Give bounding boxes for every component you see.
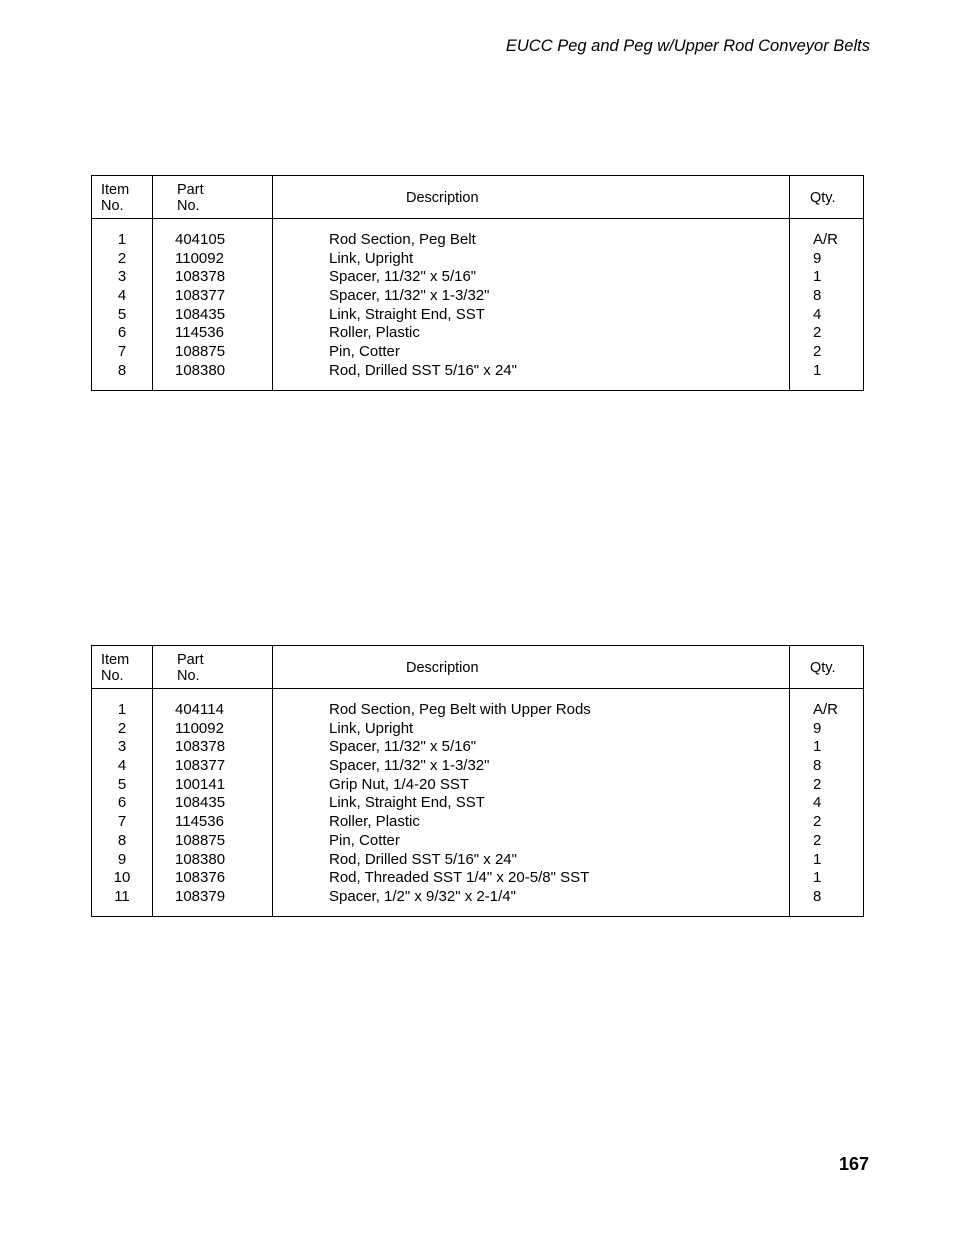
table-body	[92, 689, 863, 916]
qty-cell: 2	[813, 813, 822, 831]
table-header-row	[92, 646, 863, 689]
description-column	[273, 219, 790, 390]
description-cell: Spacer, 1/2" x 9/32" x 2-1/4"	[329, 887, 516, 905]
qty-column	[790, 219, 863, 390]
qty-cell: 9	[813, 249, 822, 267]
part-cell: 110092	[175, 719, 224, 737]
item-cell: 2	[117, 249, 127, 267]
item-cell: 7	[117, 343, 127, 361]
header-description: Description	[273, 646, 790, 688]
description-cell: Rod Section, Peg Belt	[329, 231, 476, 248]
part-cell: 100141	[175, 775, 226, 793]
part-cell: 110092	[175, 249, 224, 267]
description-cell: Pin, Cotter	[329, 343, 400, 361]
qty-cell: 2	[813, 343, 822, 361]
qty-cell: A/R	[813, 231, 839, 248]
item-column	[92, 219, 153, 390]
description-cell: Link, Straight End, SST	[329, 305, 485, 323]
item-cell: 4	[117, 287, 127, 305]
qty-cell: 2	[813, 831, 822, 849]
running-header: EUCC Peg and Peg w/Upper Rod Conveyor Belts	[505, 37, 870, 55]
description-cell: Spacer, 11/32" x 1-3/32"	[329, 757, 490, 775]
item-cell: 11	[114, 887, 130, 905]
qty-cell: 9	[813, 719, 822, 737]
description-cell: Roller, Plastic	[329, 324, 420, 342]
table-body	[92, 219, 863, 390]
qty-cell: 1	[813, 869, 822, 887]
parts-table-peg-belt-upper-rods	[91, 645, 864, 917]
header-qty: Qty.	[810, 190, 836, 206]
description-cell: Rod, Threaded SST 1/4" x 20-5/8" SST	[329, 869, 590, 887]
item-cell: 6	[117, 794, 127, 812]
part-cell: 108377	[175, 287, 226, 305]
qty-cell: 8	[813, 757, 822, 775]
header-item-no: Item No.	[92, 176, 153, 218]
part-cell: 108378	[175, 738, 226, 756]
description-cell: Spacer, 11/32" x 5/16"	[329, 738, 477, 756]
qty-cell: 4	[813, 305, 822, 323]
part-cell: 108378	[175, 268, 226, 286]
qty-cell: 2	[813, 324, 822, 342]
item-cell: 6	[117, 324, 127, 342]
item-cell: 3	[117, 268, 127, 286]
description-cell: Rod, Drilled SST 5/16" x 24"	[329, 361, 517, 379]
item-column	[92, 689, 153, 916]
header-description: Description	[273, 176, 790, 218]
header-part-no: Part No.	[153, 176, 273, 218]
part-column	[153, 219, 273, 390]
qty-cell: A/R	[813, 701, 839, 718]
page-number: 167	[838, 1154, 869, 1174]
item-cell: 5	[117, 775, 127, 793]
qty-cell: 4	[813, 794, 822, 812]
item-cell: 8	[117, 361, 127, 379]
description-cell: Pin, Cotter	[329, 831, 400, 849]
description-cell: Spacer, 11/32" x 5/16"	[329, 268, 477, 286]
description-cell: Link, Straight End, SST	[329, 794, 485, 812]
item-cell: 9	[117, 850, 127, 868]
item-cell: 3	[117, 738, 127, 756]
qty-cell: 1	[813, 361, 822, 379]
qty-cell: 1	[813, 268, 822, 286]
qty-cell: 8	[813, 887, 822, 905]
part-cell: 108376	[175, 869, 226, 887]
description-cell: Rod, Drilled SST 5/16" x 24"	[329, 850, 517, 868]
description-column	[273, 689, 790, 916]
part-cell: 114536	[175, 813, 224, 831]
item-cell: 1	[117, 231, 127, 248]
part-cell: 108379	[175, 887, 226, 905]
item-cell: 1	[117, 701, 127, 718]
part-cell: 108435	[175, 305, 226, 323]
parts-table-peg-belt	[91, 175, 864, 391]
description-cell: Grip Nut, 1/4-20 SST	[329, 775, 470, 793]
table-header-row	[92, 176, 863, 219]
description-cell: Spacer, 11/32" x 1-3/32"	[329, 287, 490, 305]
part-cell: 114536	[175, 324, 224, 342]
qty-cell: 8	[813, 287, 822, 305]
description-cell: Link, Upright	[329, 719, 414, 737]
header-qty: Qty.	[810, 660, 836, 676]
part-column	[153, 689, 273, 916]
description-cell: Rod Section, Peg Belt with Upper Rods	[329, 701, 591, 718]
item-cell: 8	[117, 831, 127, 849]
header-item-no: Item No.	[92, 646, 153, 688]
qty-column	[790, 689, 863, 916]
part-cell: 108380	[175, 850, 226, 868]
part-cell: 404114	[175, 701, 224, 718]
header-part-no: Part No.	[153, 646, 273, 688]
part-cell: 108377	[175, 757, 226, 775]
item-cell: 2	[117, 719, 127, 737]
qty-cell: 1	[813, 738, 822, 756]
description-cell: Link, Upright	[329, 249, 414, 267]
item-cell: 4	[117, 757, 127, 775]
item-cell: 7	[117, 813, 127, 831]
item-cell: 5	[117, 305, 127, 323]
description-cell: Roller, Plastic	[329, 813, 420, 831]
qty-cell: 1	[813, 850, 822, 868]
part-cell: 108435	[175, 794, 226, 812]
part-cell: 108875	[175, 831, 226, 849]
part-cell: 108380	[175, 361, 226, 379]
part-cell: 404105	[175, 231, 226, 248]
item-cell: 10	[113, 869, 131, 887]
part-cell: 108875	[175, 343, 226, 361]
qty-cell: 2	[813, 775, 822, 793]
